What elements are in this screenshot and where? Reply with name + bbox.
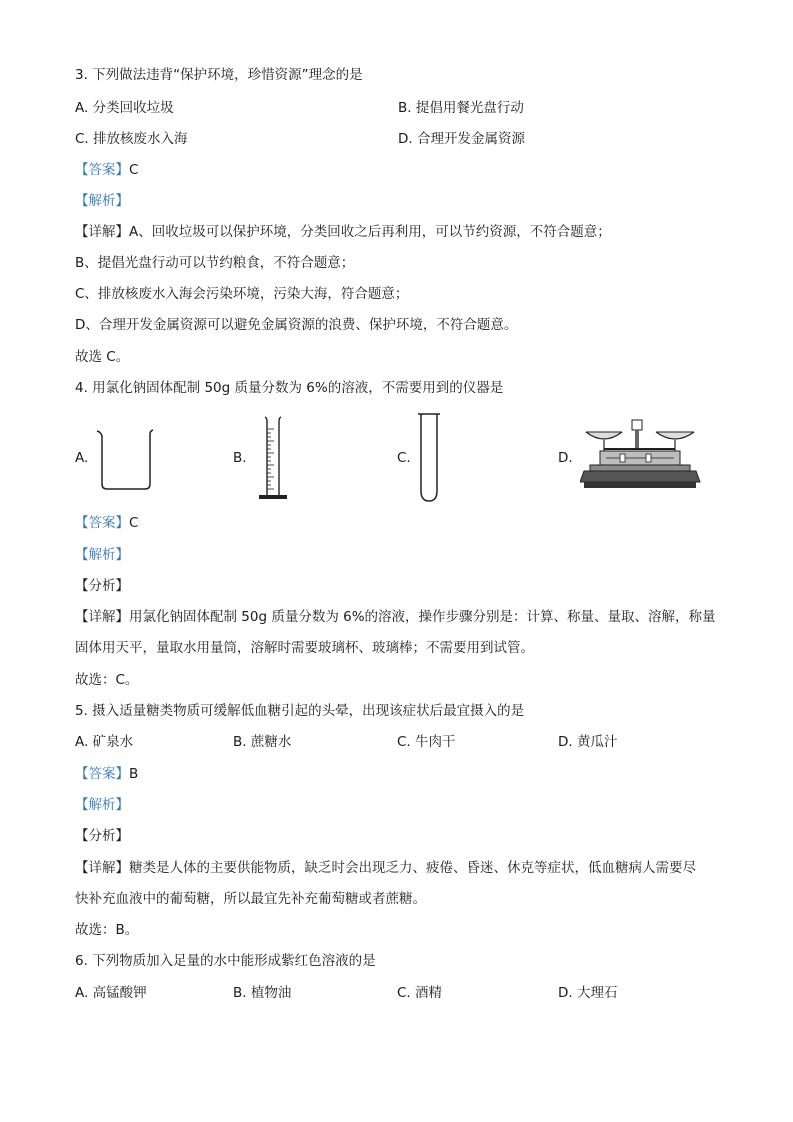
q3-option-a: A. 分类回收垃圾 — [75, 100, 174, 116]
test-tube-icon — [414, 411, 444, 505]
q3-option-c: C. 排放核废水入海 — [75, 131, 188, 147]
q6-option-b: B. 植物油 — [233, 985, 292, 1001]
q5-option-a: A. 矿泉水 — [75, 734, 134, 750]
q3-answer — [75, 161, 138, 179]
q3-detail-3: C、排放核废水入海会污染环境，污染大海，符合题意； — [75, 286, 409, 302]
q5-question: 5. 摄入适量糖类物质可缓解低血糖引起的头晕，出现该症状后最宜摄入的是 — [75, 703, 525, 719]
q5-fenxi-label: 【分析】 — [75, 828, 129, 844]
q6-option-a: A. 高锰酸钾 — [75, 985, 147, 1001]
graduated-cylinder-icon — [254, 415, 294, 505]
q4-option-a-label: A. — [75, 450, 89, 466]
answer-value: C — [129, 162, 139, 178]
q4-option-d-label: D. — [558, 450, 573, 466]
answer-label: 【答案】 — [75, 766, 129, 782]
q5-detail-1: 【详解】糖类是人体的主要供能物质，缺乏时会出现乏力、疲倦、昏迷、休克等症状，低血糖病人需要尽 — [75, 860, 696, 876]
q3-option-b: B. 提倡用餐光盘行动 — [398, 100, 524, 116]
q5-option-b: B. 蔗糖水 — [233, 734, 292, 750]
q4-analysis-label: 【解析】 — [75, 547, 129, 563]
q4-detail-1: 【详解】用氯化钠固体配制 50g 质量分数为 6%的溶液，操作步骤分别是：计算、称量、量取、溶解，称量 — [75, 609, 716, 625]
q6-option-c: C. 酒精 — [397, 985, 443, 1001]
q3-option-d: D. 合理开发金属资源 — [398, 131, 525, 147]
q5-detail-2: 快补充血液中的葡萄糖，所以最宜先补充葡萄糖或者蔗糖。 — [75, 891, 426, 907]
q6-question: 6. 下列物质加入足量的水中能形成紫红色溶液的是 — [75, 953, 376, 969]
q3-detail-4: D、合理开发金属资源可以避免金属资源的浪费、保护环境，不符合题意。 — [75, 317, 518, 333]
q5-option-c: C. 牛肉干 — [397, 734, 456, 750]
balance-scale-icon — [580, 416, 708, 494]
q4-question: 4. 用氯化钠固体配制 50g 质量分数为 6%的溶液，不需要用到的仪器是 — [75, 380, 504, 396]
q3-conclusion: 故选 C。 — [75, 349, 130, 365]
answer-value: C — [129, 515, 139, 531]
q3-detail-1: 【详解】A、回收垃圾可以保护环境，分类回收之后再利用，可以节约资源，不符合题意； — [75, 224, 611, 240]
q3-detail-2: B、提倡光盘行动可以节约粮食，不符合题意； — [75, 255, 355, 271]
q4-option-b-label: B. — [233, 450, 247, 466]
q4-fenxi-label: 【分析】 — [75, 578, 129, 594]
beaker-icon — [95, 428, 157, 492]
q3-analysis-label: 【解析】 — [75, 193, 129, 209]
q5-answer — [75, 765, 138, 783]
answer-value: B — [129, 766, 139, 782]
q5-option-d: D. 黄瓜汁 — [558, 734, 618, 750]
q4-option-c-label: C. — [397, 450, 411, 466]
q6-option-d: D. 大理石 — [558, 985, 618, 1001]
q4-answer — [75, 514, 138, 532]
q4-detail-2: 固体用天平，量取水用量筒，溶解时需要玻璃杯、玻璃棒；不需要用到试管。 — [75, 640, 534, 656]
answer-label: 【答案】 — [75, 515, 129, 531]
q5-analysis-label: 【解析】 — [75, 797, 129, 813]
q5-conclusion: 故选：B。 — [75, 922, 139, 938]
q3-question: 3. 下列做法违背“保护环境，珍惜资源”理念的是 — [75, 67, 363, 83]
answer-label: 【答案】 — [75, 162, 129, 178]
q4-conclusion: 故选：C。 — [75, 672, 139, 688]
